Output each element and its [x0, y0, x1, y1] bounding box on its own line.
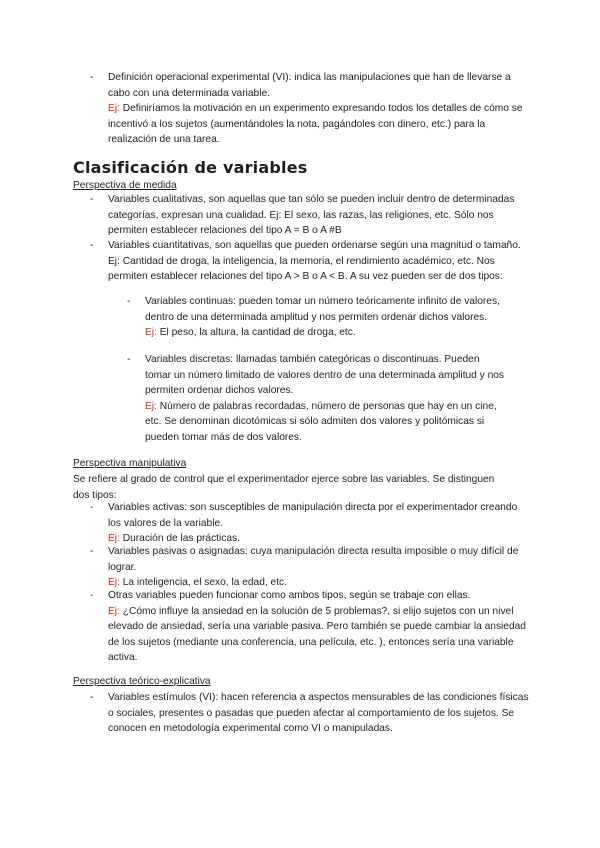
- example-label: Ej:: [108, 605, 120, 617]
- list-item-text: Variables estímulos (VI): hacen referencia a aspectos mensurables de las condiciones físicas o sociales, presentes o pasadas que pueden afectar al comportamiento de los sujetos. Se conocen en metodología experimental como VI o manipuladas.: [108, 692, 529, 734]
- bullet-dash: -: [90, 546, 94, 557]
- list-item-text: Variables cualitativas, son aquellas que tan sólo se pueden incluir dentro de determinadas categorías, expresan una cualidad. Ej: El sexo, las razas, las religiones, etc. Sólo nos permiten establecer relaciones del tipo A = B o A #B: [108, 194, 515, 236]
- example-text: ¿Cómo influye la ansiedad en la solución de 5 problemas?, si elijo sujetos con un nivel elevado de ansiedad, sería una variable pasiva. Pero también se puede cambiar la ansiedad de los sujetos (mediante una conferencia, una película, etc. ), entonces sería una variable activa.: [108, 605, 526, 663]
- list-item-text: Definición operacional experimental (VI): indica las manipulaciones que han de llevarse a cabo con una determinada variable.: [108, 72, 511, 99]
- example-label: Ej:: [145, 400, 157, 412]
- bullet-dash: -: [90, 240, 94, 251]
- manipulative-intro: Se refiere al grado de control que el experimentador ejerce sobre las variables. Se distinguen dos tipos:: [73, 474, 495, 501]
- bullet-dash: -: [90, 692, 94, 703]
- section-title: Clasificación de variables: [73, 158, 308, 177]
- list-item-text: Variables cuantitativas, son aquellas que pueden ordenarse según una magnitud o tamaño. Ej: Cantidad de droga, la inteligencia, la memoria, el rendimiento académico, etc. Nos permiten establecer relaciones del tipo A > B o A < B. A su vez pueden ser de dos tipos:: [108, 240, 521, 282]
- list-item-text: Otras variables pueden funcionar como ambos tipos, según se trabaje con ellas.: [108, 590, 471, 601]
- example-text: Duración de las prácticas.: [122, 533, 240, 544]
- example-label: Ej:: [145, 327, 157, 338]
- list-item-text: Variables activas: son susceptibles de manipulación directa por el experimentador creando los valores de la variable.: [108, 502, 518, 529]
- list-item-text: Variables continuas: pueden tomar un número teóricamente infinito de valores, dentro de una determinada amplitud y nos permiten ordenar dichos valores.: [145, 296, 500, 323]
- list-item-text: Variables discretas: llamadas también categóricas o discontinuas. Pueden tomar un número limitado de valores dentro de una determinada amplitud y nos permiten ordenar dichos valores.: [145, 354, 505, 396]
- example-label: Ej:: [108, 103, 120, 114]
- example-text: El peso, la altura, la cantidad de droga, etc.: [159, 327, 356, 338]
- list-item-operational-definition: [0, 70, 600, 150]
- example-text: Definiríamos la motivación en un experimento expresando todos los detalles de cómo se incentivó a los sujetos (aumentándoles la nota, pagándoles con dinero, etc.) para la realización de una tarea.: [108, 103, 523, 145]
- example-text: Número de palabras recordadas, número de personas que hay en un cine, etc. Se denominan dicotómicas si sólo admiten dos valores y politómicas si pueden tomar más de dos valores.: [145, 400, 497, 443]
- bullet-dash: -: [90, 194, 94, 205]
- subtitle-theoretical: Perspectiva teórico-explicativa: [73, 676, 211, 687]
- example-label: Ej:: [108, 533, 120, 544]
- bullet-dash: -: [90, 590, 94, 601]
- example-label: Ej:: [108, 577, 120, 588]
- subtitle-measure: Perspectiva de medida: [73, 180, 177, 191]
- bullet-dash: -: [127, 296, 131, 307]
- example-text: La inteligencia, el sexo, la edad, etc.: [122, 577, 287, 588]
- bullet-dash: -: [90, 72, 94, 83]
- list-item-text: Variables pasivas o asignadas: cuya manipulación directa resulta imposible o muy difícil de lograr.: [108, 546, 519, 573]
- bullet-dash: -: [90, 502, 94, 513]
- subtitle-manipulative: Perspectiva manipulativa: [73, 458, 187, 469]
- bullet-dash: -: [127, 354, 131, 365]
